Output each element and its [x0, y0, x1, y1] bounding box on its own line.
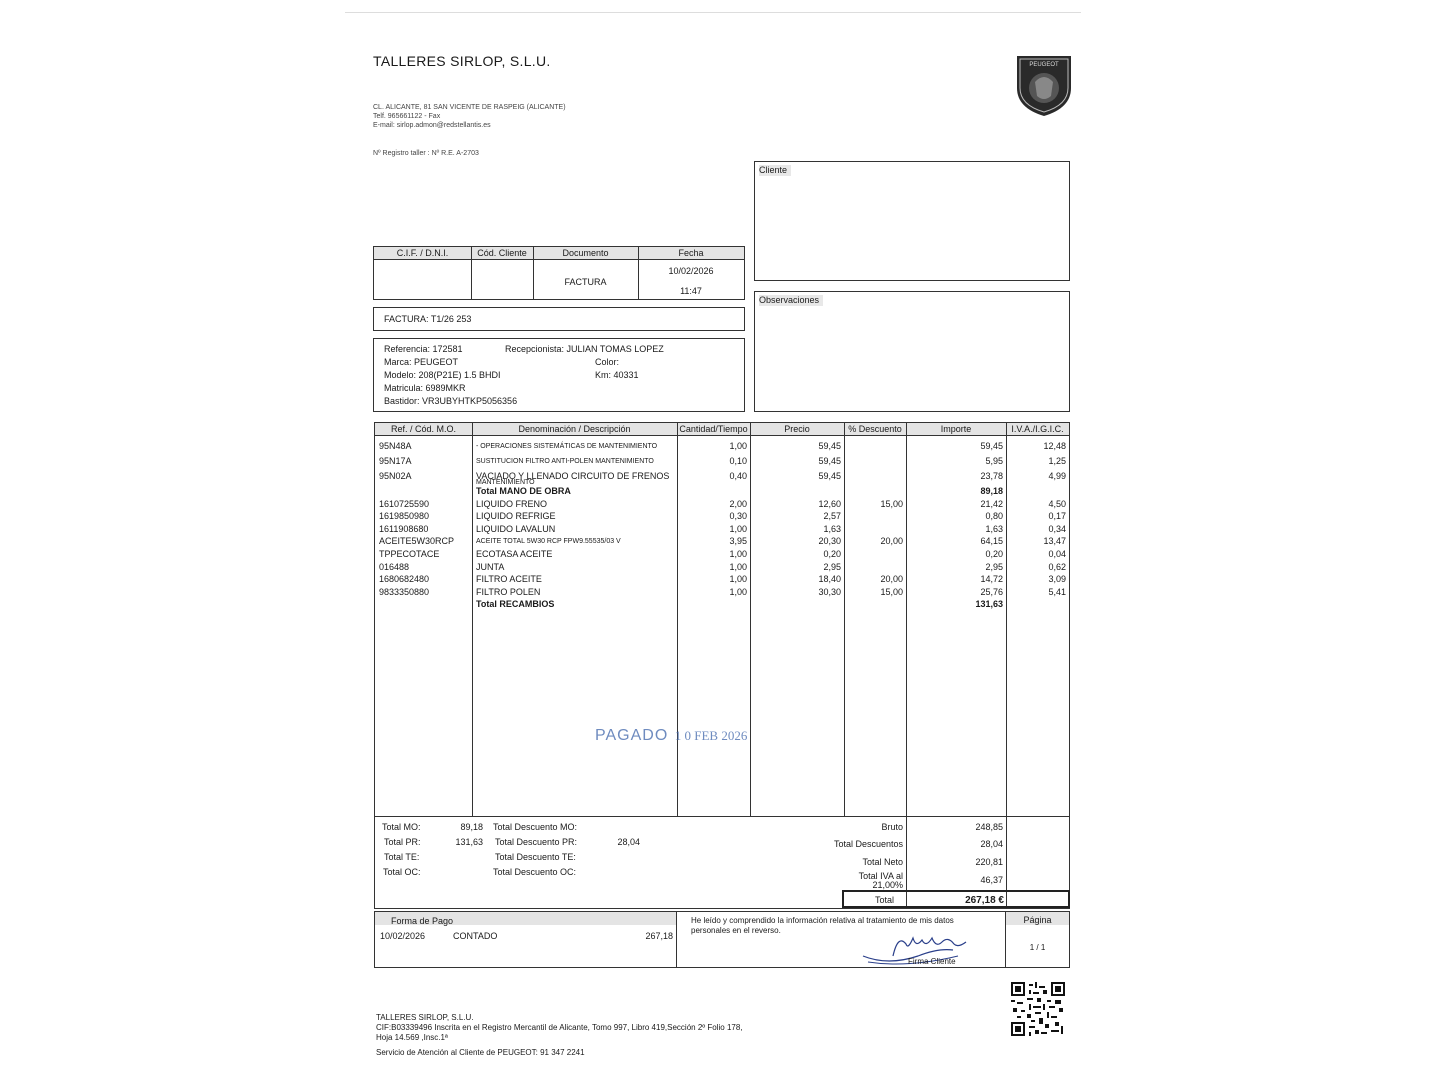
payment-amount: 267,18: [645, 931, 673, 941]
fecha-header: Fecha: [638, 247, 744, 259]
legal-text-1: He leído y comprendido la información relativa al tratamiento de mis datos: [691, 916, 954, 925]
cell-cant: 1,00: [729, 523, 747, 534]
cell-desc: FILTRO ACEITE: [476, 574, 542, 585]
modelo: Modelo: 208(P21E) 1.5 BHDI: [384, 370, 501, 380]
cell-importe: 21,42: [980, 498, 1003, 509]
payment-date: 10/02/2026: [380, 931, 426, 941]
total-row: [375, 485, 1071, 498]
table-row: [375, 455, 1071, 468]
cell-precio: 0,20: [823, 549, 841, 559]
cell-importe: 1,63: [985, 523, 1003, 534]
documento-header: Documento: [533, 247, 638, 259]
referencia: Referencia: 172581: [384, 344, 463, 354]
cell-importe: 14,72: [980, 574, 1003, 585]
pagina-label: Página: [1023, 915, 1052, 925]
cell-precio: 59,45: [818, 471, 841, 481]
top-rule: [345, 12, 1081, 13]
cell-cant: 1,00: [729, 549, 747, 559]
cell-cant: 2,00: [729, 498, 747, 509]
cell-ref: 9833350880: [379, 586, 430, 597]
cell-desc: VACIADO Y LLENADO CIRCUITO DE FRENOS: [476, 471, 670, 481]
cell-importe: 25,76: [980, 586, 1003, 597]
iva-value: 46,37: [980, 875, 1003, 885]
cell-cant: 1,00: [729, 586, 747, 597]
cliente-label: Cliente: [759, 165, 791, 176]
recepcionista: Recepcionista: JULIAN TOMAS LOPEZ: [505, 344, 664, 354]
company-address: CL. ALICANTE, 81 SAN VICENTE DE RASPEIG (ALICANTE): [373, 104, 566, 111]
cell-desc: FILTRO POLEN: [476, 586, 541, 597]
cell-dto: 15,00: [880, 498, 903, 509]
cell-importe: 59,45: [980, 441, 1003, 451]
table-row: [375, 586, 1071, 599]
dto-header: % Descuento: [844, 423, 906, 435]
cell-importe: 64,15: [980, 536, 1003, 547]
cell-desc: Total MANO DE OBRA: [476, 486, 571, 496]
cif-header: C.I.F. / D.N.I.: [374, 247, 471, 259]
cell-ref: 95N17A: [379, 456, 412, 466]
total-mo-value: 89,18: [460, 822, 483, 832]
grand-total-box: [842, 890, 1070, 908]
pagado-date: 1 0 FEB 2026: [674, 728, 748, 743]
cell-precio: 59,45: [818, 456, 841, 466]
cell-ref: 1611908680: [379, 523, 429, 534]
cell-iva: 5,41: [1048, 586, 1066, 597]
cell-ref: ACEITE5W30RCP: [379, 536, 455, 547]
table-row: [375, 510, 1071, 523]
cell-iva: 4,99: [1048, 471, 1066, 481]
table-row: [375, 573, 1071, 586]
cell-precio: 18,40: [818, 574, 841, 585]
cell-dto: 15,00: [880, 586, 903, 597]
cell-desc: ECOTASA ACEITE: [476, 549, 553, 559]
cell-precio: 30,30: [818, 586, 841, 597]
cell-ref: TPPECOTACE: [379, 549, 440, 559]
cell-ref: 1619850980: [379, 511, 430, 522]
cell-desc: JUNTA: [476, 561, 505, 572]
total-dto-te-label: Total Descuento TE:: [495, 852, 576, 862]
grand-total-value: 267,18 €: [965, 895, 1004, 906]
ref-header: Ref. / Cód. M.O.: [375, 423, 472, 435]
footer-hoja: Hoja 14.569 ,Insc.1ª: [376, 1033, 448, 1042]
table-row: [375, 498, 1071, 511]
marca: Marca: PEUGEOT: [384, 357, 459, 367]
cell-desc: LIQUIDO LAVALUN: [476, 523, 556, 534]
cell-importe: 89,18: [980, 486, 1003, 496]
cliente-box: [754, 161, 1070, 281]
cell-ref: 1610725590: [379, 498, 430, 509]
cell-desc: LIQUIDO REFRIGE: [476, 511, 556, 522]
cell-precio: 1,63: [823, 523, 841, 534]
cell-importe: 2,95: [985, 561, 1003, 572]
cell-desc: SUSTITUCION FILTRO ANTI-POLEN MANTENIMIENTO: [476, 458, 654, 465]
cell-dto: 20,00: [880, 574, 903, 585]
cell-desc: LIQUIDO FRENO: [476, 498, 548, 509]
pagina-value: 1 / 1: [1029, 943, 1046, 952]
firma-cliente-label: Firma Cliente: [908, 957, 956, 966]
total-dto-mo-label: Total Descuento MO:: [493, 822, 578, 832]
grand-total-label: Total: [874, 895, 894, 905]
table-row: [375, 535, 1071, 548]
cell-iva: 13,47: [1043, 536, 1066, 547]
iva-label-1: Total IVA al: [858, 871, 903, 881]
company-phone: Telf. 965661122 - Fax: [373, 113, 441, 120]
total-te-label: Total TE:: [384, 852, 420, 862]
bruto-value: 248,85: [975, 822, 1003, 832]
precio-header: Precio: [750, 423, 844, 435]
pagado-text: PAGADO: [595, 727, 669, 744]
neto-label: Total Neto: [862, 857, 903, 867]
documento-value: FACTURA: [564, 277, 607, 287]
cell-iva: 3,09: [1048, 574, 1066, 585]
observaciones-label: Observaciones: [759, 295, 823, 306]
company-name: TALLERES SIRLOP, S.L.U.: [373, 53, 551, 69]
total-pr-label: Total PR:: [384, 837, 421, 847]
cell-ref: 016488: [379, 561, 410, 572]
total-mo-label: Total MO:: [382, 822, 421, 832]
iva-label-2: 21,00%: [872, 880, 903, 890]
cell-precio: 59,45: [818, 441, 841, 451]
cell-iva: 12,48: [1043, 441, 1066, 451]
peugeot-logo: [1013, 52, 1075, 118]
hora-value: 11:47: [680, 286, 702, 296]
importe-header: Importe: [906, 423, 1006, 435]
fecha-value: 10/02/2026: [668, 266, 714, 276]
cell-dto: 20,00: [880, 536, 903, 547]
cell-importe: 131,63: [975, 599, 1003, 610]
qr-code-icon: [1011, 982, 1065, 1036]
items-table: [374, 422, 1070, 817]
vehicle-info-box: [373, 338, 745, 412]
cell-precio: 2,57: [823, 511, 841, 522]
cell-iva: 4,50: [1048, 498, 1066, 509]
payment-box: [374, 911, 1070, 968]
cell-iva: 1,25: [1048, 456, 1066, 466]
cell-cant: 3,95: [729, 536, 747, 547]
cell-desc: Total RECAMBIOS: [476, 599, 555, 610]
cell-desc: - OPERACIONES SISTEMÁTICAS DE MANTENIMIENTO: [476, 443, 658, 450]
cell-importe: 0,20: [985, 549, 1003, 559]
cod-cliente-header: Cód. Cliente: [471, 247, 533, 259]
bruto-label: Bruto: [881, 822, 903, 832]
total-dto-oc-label: Total Descuento OC:: [493, 867, 577, 877]
total-dto-pr-label: Total Descuento PR:: [495, 837, 578, 847]
cell-importe: 23,78: [980, 471, 1003, 481]
cell-cant: 0,10: [729, 456, 747, 466]
pagado-stamp: [595, 727, 747, 745]
cell-importe: 5,95: [985, 456, 1003, 466]
neto-value: 220,81: [975, 857, 1003, 867]
cell-cant: 1,00: [729, 441, 747, 451]
footer-cif: CIF:B03339496 Inscrita en el Registro Mercantil de Alicante, Tomo 997, Libro 419,Sección 2º Folio 178,: [376, 1023, 743, 1032]
cell-iva: 0,04: [1048, 549, 1066, 559]
desc-header: Denominación / Descripción: [472, 423, 677, 435]
company-email: E-mail: sirlop.admon@redstellantis.es: [373, 122, 491, 129]
cell-cant: 1,00: [729, 574, 747, 585]
cell-ref: 95N48A: [379, 441, 412, 451]
legal-text-2: personales en el reverso.: [691, 926, 781, 935]
matricula: Matricula: 6989MKR: [384, 383, 466, 393]
footer-company: TALLERES SIRLOP, S.L.U.: [376, 1013, 474, 1022]
cell-ref: 95N02A: [379, 471, 412, 481]
cell-precio: 2,95: [823, 561, 841, 572]
cell-precio: 20,30: [818, 536, 841, 547]
total-pr-value: 131,63: [455, 837, 483, 847]
svg-text:PEUGEOT: PEUGEOT: [1029, 62, 1059, 68]
descuentos-label: Total Descuentos: [833, 839, 903, 849]
cell-ref: 1680682480: [379, 574, 430, 585]
registro-taller: Nº Registro taller : Nº R.E. A-2703: [373, 150, 479, 157]
table-row: [375, 523, 1071, 536]
cant-header: Cantidad/Tiempo: [677, 423, 750, 435]
cell-desc: ACEITE TOTAL 5W30 RCP FPW9.55535/03 V: [476, 538, 621, 546]
total-oc-label: Total OC:: [383, 867, 421, 877]
cell-iva: 0,34: [1048, 523, 1066, 534]
payment-method: CONTADO: [453, 931, 498, 941]
table-row: [375, 561, 1071, 574]
cell-cant: 0,30: [729, 511, 747, 522]
total-dto-pr-value: 28,04: [617, 837, 640, 847]
cell-desc-line2: MANTENIMIENTO: [476, 479, 535, 486]
cell-cant: 1,00: [729, 561, 747, 572]
bastidor: Bastidor: VR3UBYHTKP5056356: [384, 396, 518, 406]
descuentos-value: 28,04: [980, 839, 1003, 849]
color: Color:: [595, 357, 620, 367]
table-row: [375, 440, 1071, 453]
footer-servicio: Servicio de Atención al Cliente de PEUGEOT: 91 347 2241: [376, 1048, 585, 1057]
cell-iva: 0,17: [1048, 511, 1066, 522]
table-row: [375, 548, 1071, 561]
document-table: [373, 246, 745, 300]
total-row: [375, 598, 1071, 611]
observaciones-box: [754, 291, 1070, 412]
iva-header: I.V.A./I.G.I.C.: [1006, 423, 1069, 435]
km: Km: 40331: [595, 370, 639, 380]
table-row: [375, 470, 1071, 486]
cell-iva: 0,62: [1048, 561, 1066, 572]
factura-number: FACTURA: T1/26 253: [384, 314, 472, 324]
cell-cant: 0,40: [729, 471, 747, 481]
cell-precio: 12,60: [818, 498, 841, 509]
totals-box: [374, 817, 1070, 909]
factura-number-box: [373, 307, 745, 331]
cell-importe: 0,80: [985, 511, 1003, 522]
forma-pago-header: Forma de Pago: [391, 916, 454, 926]
